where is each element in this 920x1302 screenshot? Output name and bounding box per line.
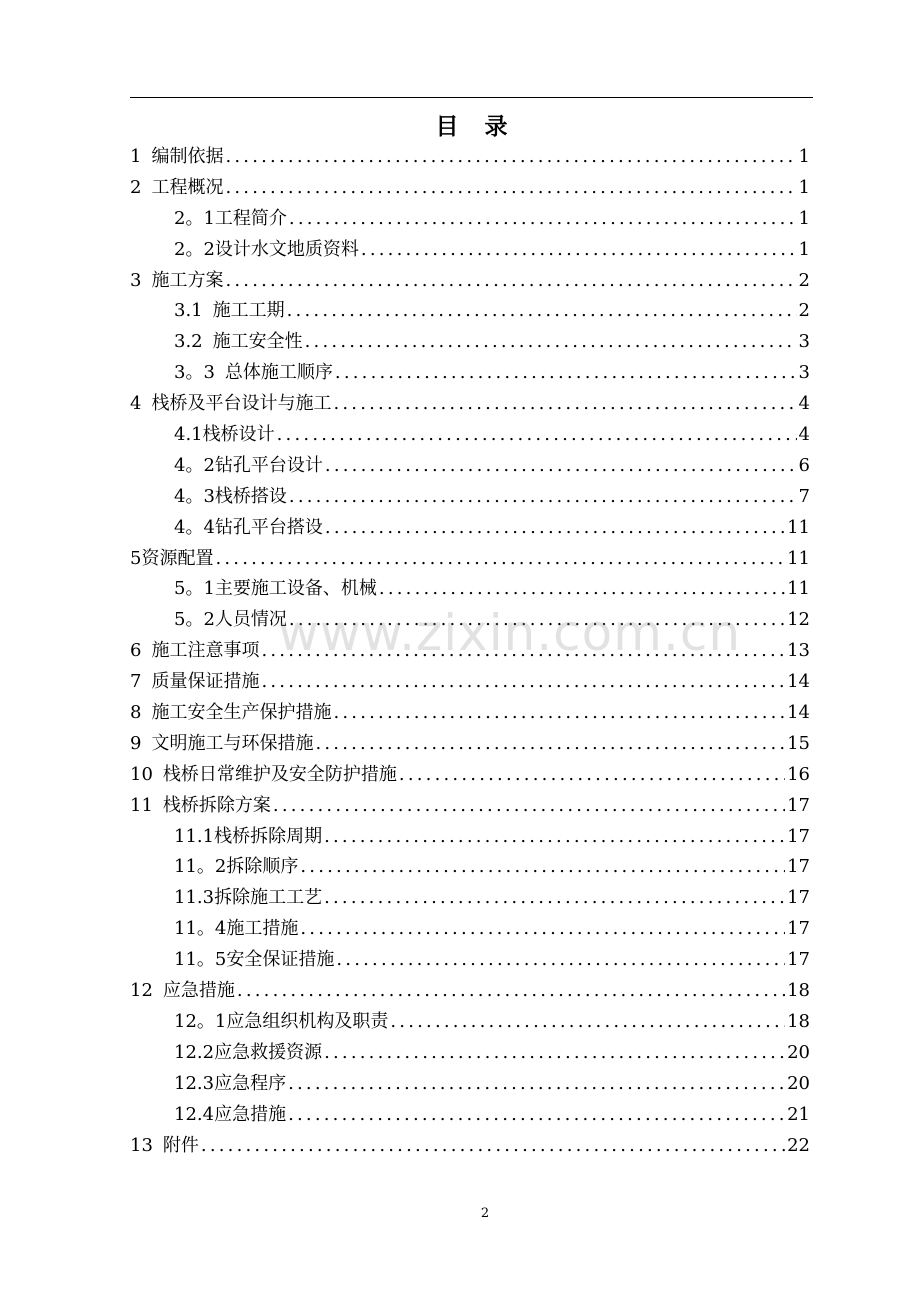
toc-entry-page: 16	[787, 763, 810, 785]
toc-dot-leader	[289, 204, 797, 235]
toc-entry[interactable]	[130, 235, 810, 266]
toc-dot-leader	[324, 822, 785, 853]
toc-entry-page: 17	[787, 794, 810, 816]
toc-entry-page: 14	[787, 702, 810, 724]
toc-entry[interactable]	[130, 667, 810, 698]
toc-entry-page: 1	[798, 176, 810, 198]
toc-entry-title: 总体施工顺序	[224, 362, 333, 384]
toc-entry[interactable]	[130, 327, 810, 358]
toc-entry-number: 12.4	[174, 1103, 215, 1125]
toc-dot-leader	[333, 698, 785, 729]
toc-entry-page: 14	[787, 671, 810, 693]
toc-dot-leader	[325, 451, 797, 482]
toc-entry-title: 拆除顺序	[226, 856, 299, 878]
toc-dot-leader	[288, 1100, 785, 1131]
toc-entry-title: 编制依据	[151, 146, 224, 167]
toc-entry-title: 钻孔平台搭设	[214, 516, 323, 538]
toc-dot-leader	[399, 760, 785, 791]
toc-entry[interactable]	[130, 791, 810, 822]
toc-entry[interactable]	[130, 358, 810, 389]
toc-entry-number: 11.1	[174, 825, 215, 847]
toc-dot-leader	[361, 235, 797, 266]
toc-dot-leader	[390, 1007, 785, 1038]
toc-entry[interactable]	[130, 142, 810, 173]
toc-entry[interactable]	[130, 420, 810, 451]
toc-entry-number: 4。4	[174, 516, 215, 538]
toc-entry-number: 2	[130, 176, 142, 198]
toc-entry[interactable]	[130, 605, 810, 636]
toc-entry[interactable]	[130, 852, 810, 883]
toc-entry[interactable]	[130, 883, 810, 914]
toc-entry-number: 5。1	[174, 578, 215, 600]
toc-entry[interactable]	[130, 204, 810, 235]
toc-entry-number: 11	[130, 794, 153, 816]
toc-dot-leader	[261, 667, 785, 698]
toc-entry-title: 施工安全生产保护措施	[151, 702, 332, 724]
toc-entry-page: 17	[787, 949, 810, 971]
toc-dot-leader	[379, 574, 785, 605]
toc-entry-page: 17	[787, 856, 810, 878]
toc-entry-number: 4。2	[174, 454, 215, 476]
toc-entry-number: 3.1	[174, 300, 203, 322]
toc-entry-page: 12	[787, 609, 810, 631]
toc-dot-leader	[288, 1069, 785, 1100]
toc-entry-page: 20	[787, 1072, 810, 1094]
toc-dot-leader	[225, 173, 796, 204]
toc-entry[interactable]	[130, 760, 810, 791]
toc-dot-leader	[324, 883, 785, 914]
toc-dot-leader	[261, 636, 785, 667]
toc-dot-leader	[237, 976, 785, 1007]
toc-entry[interactable]	[130, 451, 810, 482]
toc-entry-page: 18	[787, 1010, 810, 1032]
toc-entry-page: 1	[798, 207, 810, 229]
toc-dot-leader	[215, 544, 785, 575]
toc-entry-title: 钻孔平台设计	[214, 454, 323, 476]
toc-title-char-1: 目	[435, 114, 459, 140]
toc-entry[interactable]	[130, 389, 810, 420]
toc-entry-page: 20	[787, 1041, 810, 1063]
toc-entry[interactable]	[130, 173, 810, 204]
toc-entry-number: 12	[130, 980, 153, 1002]
toc-entry-page: 17	[787, 825, 810, 847]
toc-entry[interactable]	[130, 296, 810, 327]
toc-entry[interactable]	[130, 266, 810, 297]
toc-entry-title: 栈桥日常维护及安全防护措施	[162, 763, 397, 785]
toc-entry-page: 11	[787, 516, 810, 538]
toc-entry-page: 1	[798, 146, 810, 167]
toc-entry-number: 11。2	[174, 856, 227, 878]
toc-entry-number: 11.3	[174, 887, 215, 909]
toc-title	[130, 108, 813, 146]
toc-entry-number: 4	[130, 393, 142, 415]
toc-entry-title: 设计水文地质资料	[214, 238, 359, 260]
toc-entry-title: 施工安全性	[212, 331, 303, 353]
toc-entry[interactable]	[130, 482, 810, 513]
toc-entry[interactable]	[130, 945, 810, 976]
toc-entry-title: 施工方案	[151, 269, 224, 291]
toc-dot-leader	[315, 729, 785, 760]
toc-entry-page: 2	[798, 300, 810, 322]
toc-dot-leader	[289, 605, 785, 636]
toc-entry[interactable]	[130, 636, 810, 667]
toc-entry[interactable]	[130, 729, 810, 760]
toc-entry-number: 12。1	[174, 1010, 227, 1032]
toc-entry-number: 2。1	[174, 207, 215, 229]
toc-entry-number: 4。3	[174, 485, 215, 507]
toc-entry[interactable]	[130, 1100, 810, 1131]
toc-entry-title: 施工措施	[226, 918, 299, 940]
toc-entry-page: 3	[798, 362, 810, 384]
toc-entry-title: 施工工期	[212, 300, 285, 322]
toc-dot-leader	[225, 266, 796, 297]
toc-entry-title: 附件	[162, 1134, 199, 1156]
toc-entry[interactable]	[130, 822, 810, 853]
toc-dot-leader	[273, 791, 785, 822]
toc-entry-page: 17	[787, 887, 810, 909]
toc-entry[interactable]	[130, 1131, 810, 1162]
toc-dot-leader	[201, 1131, 785, 1162]
toc-entry-page: 4	[798, 393, 810, 415]
toc-dot-leader	[289, 482, 797, 513]
toc-entry-title: 拆除施工工艺	[214, 887, 323, 909]
toc-entry-title: 主要施工设备、机械	[214, 578, 377, 600]
toc-entry[interactable]	[130, 574, 810, 605]
toc-title-char-2: 录	[484, 114, 508, 140]
toc-dot-leader	[335, 358, 797, 389]
toc-entry[interactable]	[130, 1038, 810, 1069]
toc-entry-page: 4	[798, 424, 810, 446]
toc-entry-title: 应急组织机构及职责	[226, 1010, 389, 1032]
toc-dot-leader	[300, 914, 785, 945]
toc-entry-number: 12.2	[174, 1041, 215, 1063]
toc-entry-page: 11	[787, 547, 810, 569]
toc-entry-title: 施工注意事项	[151, 640, 260, 662]
toc-entry[interactable]	[130, 698, 810, 729]
toc-entry-title: 资源配置	[141, 547, 214, 569]
watermark: www.zixin.com.cn	[278, 604, 742, 662]
header-rule	[130, 97, 813, 98]
toc-entry[interactable]	[130, 513, 810, 544]
toc-entry-number: 2。2	[174, 238, 215, 260]
toc-dot-leader	[333, 389, 796, 420]
toc-entry-number: 1	[130, 146, 142, 167]
toc-dot-leader	[287, 296, 797, 327]
toc-entry-number: 11。5	[174, 949, 227, 971]
toc-entry-title: 栈桥设计	[202, 424, 275, 446]
toc-entry[interactable]	[130, 1069, 810, 1100]
toc-entry-title: 栈桥拆除方案	[162, 794, 271, 816]
toc-dot-leader	[336, 945, 785, 976]
toc-dot-leader	[325, 513, 785, 544]
toc-entry-number: 8	[130, 702, 142, 724]
toc-dot-leader	[305, 327, 797, 358]
toc-entry-number: 5	[130, 547, 142, 569]
toc-entry-number: 13	[130, 1134, 153, 1156]
toc-entry-title: 应急措施	[214, 1103, 287, 1125]
toc-entry-title: 工程概况	[151, 176, 224, 198]
toc-entry-page: 21	[787, 1103, 810, 1125]
toc-entry-number: 6	[130, 640, 142, 662]
toc-dot-leader	[324, 1038, 785, 1069]
toc-entry-title: 栈桥拆除周期	[214, 825, 323, 847]
toc-entry-page: 15	[787, 732, 810, 754]
toc-entry-page: 17	[787, 918, 810, 940]
toc-entry-title: 栈桥及平台设计与施工	[151, 393, 332, 415]
toc-entry-page: 7	[798, 485, 810, 507]
toc-entry[interactable]	[130, 1007, 810, 1038]
toc-entry-title: 质量保证措施	[151, 671, 260, 693]
toc-entry-title: 应急救援资源	[214, 1041, 323, 1063]
toc-entry-number: 4.1	[174, 424, 203, 446]
table-of-contents	[130, 142, 810, 1161]
toc-entry-page: 3	[798, 331, 810, 353]
toc-entry-title: 应急措施	[162, 980, 235, 1002]
toc-entry-number: 5。2	[174, 609, 215, 631]
toc-entry-number: 7	[130, 671, 142, 693]
toc-entry-number: 11。4	[174, 918, 227, 940]
toc-entry-page: 6	[798, 454, 810, 476]
toc-entry-number: 12.3	[174, 1072, 215, 1094]
toc-entry-title: 工程简介	[214, 207, 287, 229]
toc-entry[interactable]	[130, 914, 810, 945]
toc-entry-title: 栈桥搭设	[214, 485, 287, 507]
toc-entry-page: 22	[787, 1134, 810, 1156]
toc-dot-leader	[300, 852, 785, 883]
toc-entry-title: 安全保证措施	[226, 949, 335, 971]
toc-entry-title: 文明施工与环保措施	[151, 732, 314, 754]
toc-entry-title: 人员情况	[214, 609, 287, 631]
toc-entry-number: 3	[130, 269, 142, 291]
toc-entry-number: 3。3	[174, 362, 215, 384]
toc-entry-page: 11	[787, 578, 810, 600]
toc-entry-number: 9	[130, 732, 142, 754]
toc-entry-title: 应急程序	[214, 1072, 287, 1094]
toc-entry-number: 10	[130, 763, 153, 785]
toc-entry[interactable]	[130, 544, 810, 575]
page-number: 2	[480, 1206, 490, 1221]
toc-entry-page: 18	[787, 980, 810, 1002]
toc-entry[interactable]	[130, 976, 810, 1007]
toc-entry-page: 1	[798, 238, 810, 260]
toc-dot-leader	[225, 142, 796, 173]
toc-entry-number: 3.2	[174, 331, 203, 353]
toc-entry-page: 2	[798, 269, 810, 291]
toc-dot-leader	[277, 420, 797, 451]
toc-entry-page: 13	[787, 640, 810, 662]
